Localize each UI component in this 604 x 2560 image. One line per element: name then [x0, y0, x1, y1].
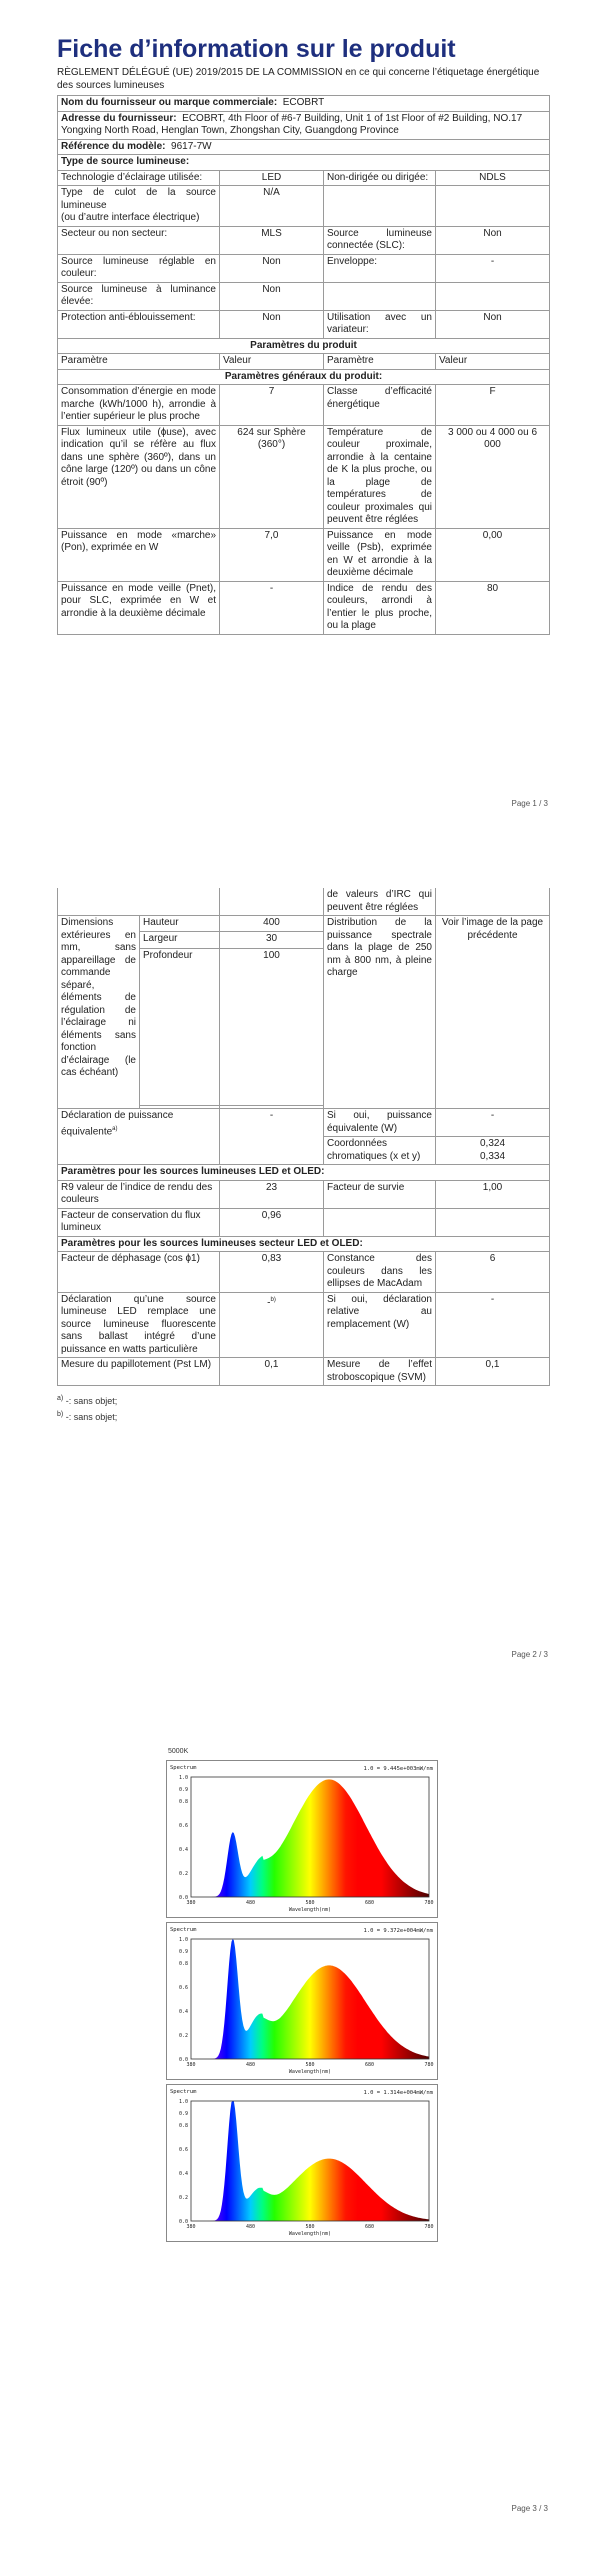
y-tick-label: 0.0 — [178, 2057, 188, 2063]
spectrum-curve — [191, 1939, 429, 2059]
y-tick-label: 1.0 — [178, 1775, 188, 1781]
product-info-table-continued — [57, 888, 550, 1386]
fluo-value: -$^{b)}$ — [220, 1292, 324, 1358]
y-tick-label: 0.0 — [178, 1895, 188, 1901]
strobo-label: Mesure de l’effet stroboscopique (SVM) — [324, 1358, 436, 1386]
dim-width-label: Largeur — [140, 932, 220, 948]
source-type-label: Non-dirigée ou dirigée: — [324, 170, 436, 186]
spectrum-chart — [166, 1760, 438, 1918]
y-tick-label: 0.6 — [178, 2147, 188, 2153]
dim-height-value: 400 — [220, 916, 324, 932]
source-type-value: NDLS — [436, 170, 550, 186]
spectrum-title: Spectrum — [170, 1927, 197, 1933]
x-axis-label: Wavelength(nm) — [288, 2069, 332, 2075]
param-value: F — [436, 385, 550, 426]
param-value: 7 — [220, 385, 324, 426]
x-tick-label: 480 — [245, 2224, 256, 2230]
page-1 — [0, 0, 604, 820]
spd-value: Voir l’image de la page précédente — [436, 916, 550, 1109]
source-type-row — [58, 310, 550, 338]
page-number: Page 1 / 3 — [511, 799, 548, 808]
chroma-label: Coordonnées chromatiques (x et y) — [324, 1137, 436, 1165]
param-value: 0,00 — [436, 528, 550, 581]
param-value: 80 — [436, 581, 550, 634]
cct-label: 5000K — [168, 1748, 189, 1755]
x-tick-label: 780 — [424, 2224, 434, 2230]
equiv-value: - — [220, 1109, 324, 1165]
supplier-address-label: Adresse du fournisseur: — [61, 112, 177, 124]
param-value: - — [220, 581, 324, 634]
x-tick-label: 780 — [424, 2062, 434, 2068]
model-row — [58, 139, 550, 155]
param-label: Puissance en mode «marche» (Pon), exprimée en W — [58, 528, 220, 581]
supplier-address-value: ECOBRT, 4th Floor of #6-7 Building, Unit 1 of 1st Floor of #2 Building, NO.17 Yongxing North Road, Henglan Town, Zhongshan City, Guangdong Province — [61, 112, 523, 136]
source-type-value: LED — [220, 170, 324, 186]
macadam-value: 6 — [436, 1252, 550, 1293]
param-label: Flux lumineux utile (ɸuse), avec indication qu’il se réfère au flux dans une sphère (360º), dans un cône large (120º) ou dans un cône étroit (90º) — [58, 425, 220, 528]
footnote-b: $^{b)}$ -: sans objet; — [57, 1411, 118, 1422]
dimensions-label: Dimensions extérieures en mm, sans appareillage de commande séparé, éléments de régulation de l’éclairage ni éléments sans fonction d’éclairage (le cas échéant) — [58, 916, 140, 1109]
x-tick-label: 580 — [305, 1900, 315, 1906]
param-value: 624 sur Sphère (360°) — [220, 425, 324, 528]
spectrum-scale: 1.0 = 9.372e+004mW/nm — [363, 1928, 433, 1934]
param-label: Puissance en mode veille (Pnet), pour SLC, exprimée en W et arrondie à la deuxième décimale — [58, 581, 220, 634]
param-row — [58, 528, 550, 581]
source-type-label — [324, 186, 436, 227]
survival-label: Facteur de survie — [324, 1180, 436, 1208]
source-type-value: Non — [220, 282, 324, 310]
y-tick-label: 0.4 — [178, 2171, 188, 2177]
param-label: Consommation d’énergie en mode marche (kWh/1000 h), arrondie à l’entier supérieur le plus proche — [58, 385, 220, 426]
source-type-label — [324, 282, 436, 310]
source-type-row — [58, 254, 550, 282]
macadam-label: Constance des couleurs dans les ellipses de MacAdam — [324, 1252, 436, 1293]
x-tick-label: 680 — [364, 1900, 375, 1906]
product-info-table — [57, 95, 550, 635]
x-tick-label: 580 — [305, 2062, 315, 2068]
x-tick-label: 680 — [364, 2062, 375, 2068]
x-axis-label: Wavelength(nm) — [288, 1907, 332, 1913]
source-type-value: Non — [220, 310, 324, 338]
y-tick-label: 0.8 — [178, 2123, 188, 2129]
param-label: Indice de rendu des couleurs, arrondi à l’entier le plus proche, ou la plage — [324, 581, 436, 634]
fluo-label: Déclaration qu’une source lumineuse LED remplace une source lumineuse fluorescente sans ballast intégré d’une puissance en watts particulière — [58, 1292, 220, 1358]
col-value-2: Valeur — [436, 354, 550, 370]
equiv-w-label: Si oui, puissance équivalente (W) — [324, 1109, 436, 1137]
dim-height-label: Hauteur — [140, 916, 220, 932]
x-tick-label: 480 — [245, 1900, 256, 1906]
source-type-value — [436, 282, 550, 310]
lumen-value: 0,96 — [220, 1208, 324, 1236]
y-tick-label: 1.0 — [178, 1937, 188, 1943]
supplier-address-row — [58, 111, 550, 139]
y-tick-label: 1.0 — [178, 2099, 188, 2105]
chroma-values: 0,324 0,334 — [436, 1137, 550, 1165]
spectrum-curve — [191, 2101, 429, 2221]
source-type-value: Non — [220, 254, 324, 282]
y-tick-label: 0.4 — [178, 1847, 188, 1853]
y-tick-label: 0.9 — [178, 1787, 188, 1793]
supplier-name-value: ECOBRT — [282, 97, 325, 108]
page-2 — [0, 888, 604, 1688]
col-param-1: Paramètre — [58, 354, 220, 370]
source-type-value: Non — [436, 226, 550, 254]
equiv-w-value: - — [436, 1109, 550, 1137]
y-tick-label: 0.9 — [178, 1949, 188, 1955]
general-params-header: Paramètres généraux du produit: — [58, 369, 550, 385]
source-type-label: Source lumineuse à luminance élevée: — [58, 282, 220, 310]
col-value-1: Valeur — [220, 354, 324, 370]
supplier-name-row — [58, 96, 550, 112]
source-type-value: N/A — [220, 186, 324, 227]
source-type-value: Non — [436, 310, 550, 338]
spd-label: Distribution de la puissance spectrale dans la plage de 250 nm à 800 nm, à pleine charge — [324, 916, 436, 1109]
y-tick-label: 0.9 — [178, 2111, 188, 2117]
x-tick-label: 680 — [364, 2224, 375, 2230]
x-tick-label: 380 — [186, 1900, 196, 1906]
param-label: Classe d’efficacité énergétique — [324, 385, 436, 426]
source-type-row — [58, 226, 550, 254]
x-tick-label: 380 — [186, 2224, 196, 2230]
source-type-row — [58, 282, 550, 310]
spectrum-scale: 1.0 = 9.445e+003mW/nm — [363, 1766, 433, 1772]
col-param-2: Paramètre — [324, 354, 436, 370]
led-params-header: Paramètres pour les sources lumineuses LED et OLED: — [58, 1165, 550, 1181]
source-type-header: Type de source lumineuse: — [58, 155, 550, 171]
source-type-row — [58, 170, 550, 186]
spectrum-chart — [166, 2084, 438, 2242]
source-type-value — [436, 186, 550, 227]
source-type-label: Technologie d’éclairage utilisée: — [58, 170, 220, 186]
model-label: Référence du modèle: — [61, 140, 166, 152]
flicker-label: Mesure du papillotement (Pst LM) — [58, 1358, 220, 1386]
source-type-value: - — [436, 254, 550, 282]
dim-width-value: 30 — [220, 932, 324, 948]
source-type-label: Utilisation avec un variateur: — [324, 310, 436, 338]
y-tick-label: 0.0 — [178, 2219, 188, 2225]
mains-params-header: Paramètres pour les sources lumineuses secteur LED et OLED: — [58, 1236, 550, 1252]
y-tick-label: 0.6 — [178, 1985, 188, 1991]
x-tick-label: 480 — [245, 2062, 256, 2068]
param-value: 3 000 ou 4 000 ou 6 000 — [436, 425, 550, 528]
source-type-label: Secteur ou non secteur: — [58, 226, 220, 254]
spectrum-title: Spectrum — [170, 1765, 197, 1771]
regulation-text: RÈGLEMENT DÉLÉGUÉ (UE) 2019/2015 DE LA COMMISSION en ce qui concerne l’étiquetage énergétique des sources lumineuses — [57, 67, 540, 91]
y-tick-label: 0.4 — [178, 2009, 188, 2015]
param-label: Puissance en mode veille (Psb), exprimée en W et arrondie à la deuxième décimale — [324, 528, 436, 581]
survival-value: 1,00 — [436, 1180, 550, 1208]
flicker-value: 0,1 — [220, 1358, 324, 1386]
x-tick-label: 580 — [305, 2224, 315, 2230]
phase-label: Facteur de déphasage (cos ɸ1) — [58, 1252, 220, 1293]
source-type-label: Source lumineuse réglable en couleur: — [58, 254, 220, 282]
strobo-value: 0,1 — [436, 1358, 550, 1386]
y-tick-label: 0.8 — [178, 1961, 188, 1967]
product-params-header: Paramètres du produit — [58, 338, 550, 354]
spectrum-scale: 1.0 = 1.314e+004mW/nm — [363, 2090, 433, 2096]
param-row — [58, 425, 550, 528]
equiv-label: Déclaration de puissance équivalente$^{a)}$ — [58, 1109, 220, 1165]
lumen-label: Facteur de conservation du flux lumineux — [58, 1208, 220, 1236]
page-number-2: Page 2 / 3 — [511, 1650, 548, 1659]
x-axis-label: Wavelength(nm) — [288, 2231, 332, 2237]
spectrum-title: Spectrum — [170, 2089, 197, 2095]
dim-depth-label: Profondeur — [140, 948, 220, 1105]
y-tick-label: 0.2 — [178, 1871, 188, 1877]
param-label: Température de couleur proximale, arrondie à la centaine de K la plus proche, ou la plage de températures de couleur proximales qui peuvent être réglées — [324, 425, 436, 528]
source-type-label: Protection anti-éblouissement: — [58, 310, 220, 338]
y-tick-label: 0.8 — [178, 1799, 188, 1805]
fluo-w-label: Si oui, déclaration relative au remplacement (W) — [324, 1292, 436, 1358]
cri-continued: de valeurs d’IRC qui peuvent être réglées — [324, 888, 436, 916]
source-type-row — [58, 186, 550, 227]
param-row — [58, 581, 550, 634]
spectrum-chart — [166, 1922, 438, 2080]
x-tick-label: 780 — [424, 1900, 434, 1906]
y-tick-label: 0.2 — [178, 2033, 188, 2039]
param-value: 7,0 — [220, 528, 324, 581]
fluo-w-value: - — [436, 1292, 550, 1358]
r9-value: 23 — [220, 1180, 324, 1208]
x-tick-label: 380 — [186, 2062, 196, 2068]
source-type-label: Source lumineuse connectée (SLC): — [324, 226, 436, 254]
page-number-3: Page 3 / 3 — [511, 2504, 548, 2513]
y-tick-label: 0.6 — [178, 1823, 188, 1829]
page-title: Fiche d’information sur le produit — [57, 35, 456, 63]
model-value: 9617-7W — [171, 140, 212, 152]
dim-depth-value: 100 — [220, 948, 324, 1105]
supplier-name-label: Nom du fournisseur ou marque commerciale: — [61, 97, 278, 108]
r9-label: R9 valeur de l’indice de rendu des couleurs — [58, 1180, 220, 1208]
y-tick-label: 0.2 — [178, 2195, 188, 2201]
source-type-value: MLS — [220, 226, 324, 254]
spectrum-curve — [191, 1779, 429, 1897]
phase-value: 0,83 — [220, 1252, 324, 1293]
source-type-label: Type de culot de la source lumineuse (ou d’autre interface électrique) — [58, 186, 220, 227]
param-row — [58, 385, 550, 426]
source-type-label: Enveloppe: — [324, 254, 436, 282]
footnote-a: $^{a)}$ -: sans objet; — [57, 1395, 118, 1406]
